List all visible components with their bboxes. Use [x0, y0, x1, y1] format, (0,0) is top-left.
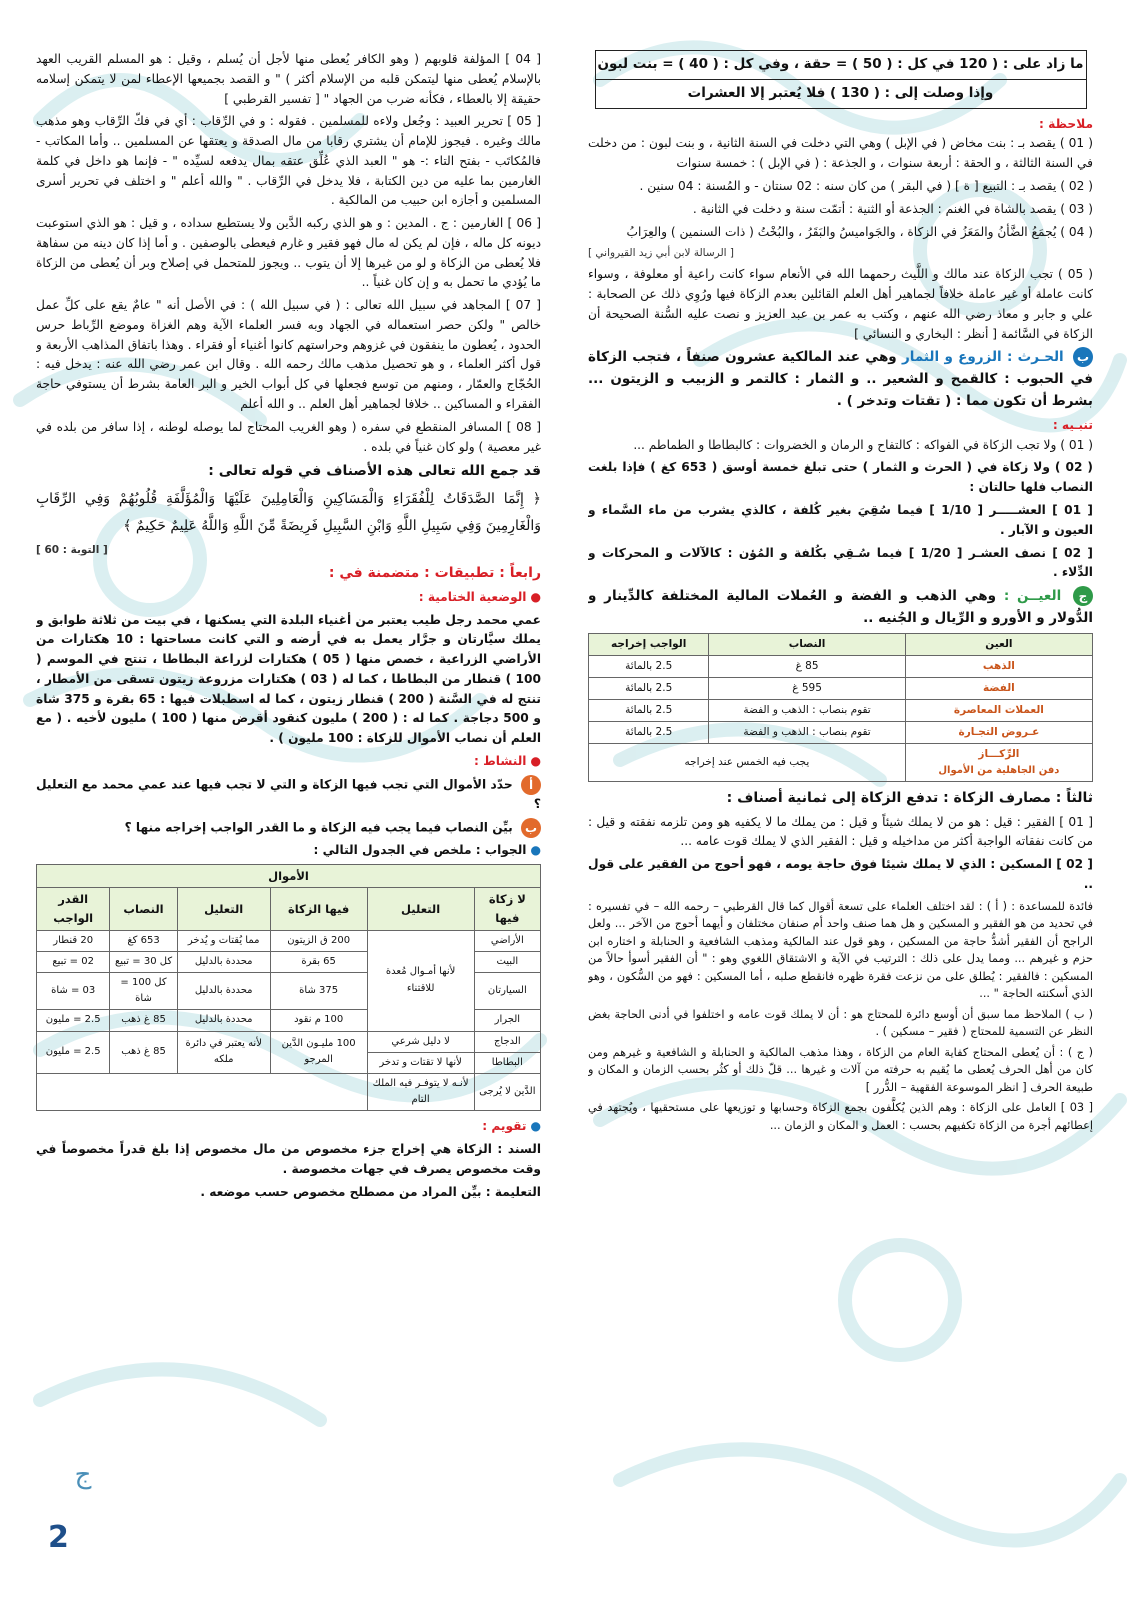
- masarif-title: ثالثاً : مصارف الزكاة : تدفع الزكاة إلى ثمانية أصناف :: [726, 789, 1093, 806]
- table-cell: محددة بالدليل: [177, 951, 270, 972]
- amwal-header-cell: النصاب: [110, 888, 177, 930]
- tanbih-2: ( 02 ) ولا زكاة في ( الحرث و الثمار ) حتى تبلغ خمسة أوسق ( 653 كغ ) فإذا بلغت النصاب فلها حالتان :: [588, 460, 1093, 495]
- table-cell: لا دليل شرعي: [367, 1031, 474, 1052]
- sabilillah: [ 07 ] المجاهد في سبيل الله تعالى : ( في سبيل الله ) : في الأصل أنه " عامٌ يقع على كلِّ عمل خالص " ولكن حصر استعماله في الجهاد وبه فسر العلماء الآية وهم الغزاة وموضع الرِّباط حرس الحدود ، يُعطون ما ينفقون في غزوهم وحراستهم كانوا أغنياء أو فقراء . وهذا باتفاق المذاهب الأربعة و قول أكثر العلماء ، و هو تحصيل مذهب مالك رحمه الله . وقال ابن عمر رضي الله عنه : يدخل فيه : الحُجّاج والعمّار ، ومنهم من توسع فجعلها في كل أبواب الخير و البر العامة بشرط أن يستوفي حاجة الفقراء و المساكين .. خلافا لجماهير أهل العلم .. و الله أعلم: [36, 298, 541, 412]
- harth-text: وهي عند المالكية عشرون صنفاً ، فتجب الزكاة في الحبوب : كالقمح و الشعير .. و الثمار : كالتمر و الزبيب و الزيتون ... بشرط أن تكون مما : ( تقتات وتدخر ) .: [588, 349, 1093, 410]
- ibnsabil: [ 08 ] المسافر المنقطع في سفره ( وهو الغريب المحتاج لما يوصله لوطنه ، إذا سافر من بلده في غير معصية ) ولو كان غنياً في بلده .: [36, 419, 541, 454]
- table-row: [589, 677, 1093, 699]
- table-cell: 2.5 بالمائة: [589, 677, 709, 699]
- table-cell: الفضة: [905, 677, 1092, 699]
- faida-b: ( ب ) الملاحظ مما سبق أن أوسع دائرة للمحتاج هو : أن لا يملك قوت عامه و اختلفوا في أدنى الحاجة بغض النظر عن التسمية للمحتاج ( فقير – مسكين ) .: [588, 1007, 1093, 1039]
- amwal-table: [36, 864, 541, 1112]
- bullet-icon: ●: [530, 589, 541, 604]
- amwal-header-cell: التعليل: [177, 888, 270, 930]
- ushr-2: [ 02 ] نصف العشـر [ 1/20 ] فيما سُـقِي بكُلفة و المُؤن : كالآلات و المحركات و الدِّلاء .: [588, 545, 1093, 580]
- table-cell: الدَّين لا يُرجى: [474, 1073, 540, 1110]
- table-cell: كل 100 = شاة: [110, 973, 177, 1010]
- section-b-badge: ب: [1073, 347, 1093, 367]
- table-cell-empty: [37, 1073, 368, 1110]
- table-cell: 200 ق الزيتون: [270, 930, 367, 951]
- table-cell: 02 = تبيع: [37, 951, 110, 972]
- table-cell: محددة بالدليل: [177, 973, 270, 1010]
- note-3: ( 03 ) يقصد بالشاة في الغنم : الجذعة أو الثنية : أتمّت سنة و دخلت في الثانية .: [692, 201, 1093, 216]
- note-4-source: [ الرسالة لابن أبي زيد القيرواني ]: [588, 247, 735, 260]
- ayn-table: [588, 633, 1093, 782]
- table-cell: 85 غ ذهب: [110, 1010, 177, 1031]
- table-row-rikaz: [589, 743, 1093, 781]
- table-cell: 100 مليـون الدَّين المرجو: [270, 1031, 367, 1073]
- ayn-header-cell: العين: [905, 633, 1092, 655]
- sanad: السند : الزكاة هي إخراج جزء مخصوص من مال مخصوص إذا بلغ قدراً مخصوصاً في وقت مخصوص يصرف في جهات مخصوصة .: [36, 1142, 541, 1176]
- table-row: [37, 930, 541, 951]
- note-title: ملاحظة :: [1039, 116, 1093, 131]
- table-cell: الجرار: [474, 1010, 540, 1031]
- ayn-title: العيــن :: [1003, 588, 1062, 605]
- table-cell: العملات المعاصرة: [905, 699, 1092, 721]
- table-cell: 2.5 بالمائة: [589, 721, 709, 743]
- table-cell: 375 شاة: [270, 973, 367, 1010]
- rikaz-label: الرِّكـــاز: [978, 747, 1020, 760]
- amwal-header-cell: فيها الزكاة: [270, 888, 367, 930]
- table-cell: البطاطا: [474, 1052, 540, 1073]
- taqwim-title: تقويم :: [482, 1119, 527, 1134]
- merged-reason: لأنها أمـوال مُعدة للاقتناء: [367, 930, 474, 1031]
- table-cell: 2.5 بالمائة: [589, 699, 709, 721]
- table-cell: لأنها لا تقتات و تدخر: [367, 1052, 474, 1073]
- table-cell: السيارتان: [474, 973, 540, 1010]
- ayn-header-cell: الواجب إخراجه: [589, 633, 709, 655]
- riqab: [ 05 ] تحرير العبيد : وجُعل ولاءه للمسلمين . فقوله : و في الرِّقاب : أي في فكّ الرِّقاب وهو مذهب مالك وغيره . فيجوز للإمام أن يشتري رقابا من مال الصدقة و يعتقها عن المسلمين .. وأما المكاتب - فالمُكاتَب - بفتح التاء :- هو " العبد الذي عُلِّق عتقه بمال يدفعه لسيِّده " - فإنما هو داخل في كلمة الغارمين بما عليه من دين الكتابة ، فلا يدخل في الرِّقاب . " والله أعلم " و اختلف في تحرير أسرى المسلمين و أجازه ابن حبيب من المالكية .: [36, 114, 541, 208]
- note-5: ( 05 ) تجب الزكاة عند مالك و اللَّيث رحمهما الله في الأنعام سواء كانت راعية أو معلوفة ، وسواء كانت عاملة أو غير عاملة خلافاً لجماهير أهل العلم القائلين بعدم الزكاة فيها ورُوِي ذلك عن الصحابة : علي و جابر و معاذ رضي الله عنهم ، وكتب به عمر بن عبد العزيز و نصت عليه السُّنة الصحيحة أن الزكاة في السَّائمة [ أنظر : البخاري و النسائي ]: [588, 267, 1093, 341]
- bullet-icon: ●: [530, 1119, 541, 1134]
- wadiya-title: الوضعية الختامية :: [418, 589, 527, 604]
- harth-title: الحـرث : الزروع و الثمار: [902, 349, 1064, 366]
- rikaz-sublabel: دفن الجاهلية من الأموال: [938, 764, 1060, 776]
- jawab: الجواب : ملخص في الجدول التالي :: [313, 843, 527, 858]
- ayn-table-header: [589, 633, 1093, 655]
- table-cell: 20 قنطار: [37, 930, 110, 951]
- nisab-line-2: وإذا وصلت إلى : ( 130 ) فلا يُعتبر إلا العشرات: [596, 79, 1086, 108]
- table-cell: 595 غ: [709, 677, 905, 699]
- question-1: حدّد الأموال التي تجب فيها الزكاة و التي لا تجب فيها عند عمي محمد مع التعليل ؟: [36, 777, 541, 811]
- table-cell: 2.5 = مليون: [37, 1031, 110, 1073]
- ayah-reference: [ التوبة : 60 ]: [36, 544, 108, 557]
- publisher-logo: ج: [74, 1460, 92, 1490]
- note-4: ( 04 ) يُجمَعُ الضَّأنُ والمَعَزُ في الزكاة ، والجَواميسُ والبَقَرُ ، والبُخْتُ ( ذات السنمين ) والعِرَابُ: [626, 224, 1093, 239]
- question-b-badge: ب: [521, 818, 541, 838]
- quran-ayah: ﴿ إِنَّمَا الصَّدَقَاتُ لِلْفُقَرَاءِ وَالْمَسَاكِينِ وَالْعَامِلِينَ عَلَيْهَا وَالْمُؤَلَّفَةِ قُلُوبُهُمْ وَفِي الرِّقَابِ وَالْغَارِمِينَ وَفِي سَبِيلِ اللَّهِ وَابْنِ السَّبِيلِ فَرِيضَةً مِّنَ اللَّهِ وَاللَّهُ عَلِيمٌ حَكِيمٌ ﴾: [36, 490, 541, 534]
- nisab-line-1: ما زاد على : ( 120 في كل : ( 50 ) = حقة ، وفي كل : ( 40 ) = بنت لبون: [597, 56, 1084, 72]
- ayah-intro: قد جمع الله تعالى هذه الأصناف في قوله تعالى :: [208, 463, 541, 480]
- tanbih-1: ( 01 ) ولا تجب الزكاة في الفواكه : كالتفاح و الرمان و الخضروات : كالبطاطا و الطماطم ...: [633, 437, 1093, 452]
- ushr-1: [ 01 ] العشـــــر [ 1/10 ] فيما سُقِيَ بغير كُلفة ، كالذي يشرب من ماء السَّماء و العيون و الآبار .: [588, 503, 1093, 537]
- table-row: [589, 655, 1093, 677]
- table-cell: كل 30 = تبيع: [110, 951, 177, 972]
- table-cell: البيت: [474, 951, 540, 972]
- table-row: [37, 1073, 541, 1110]
- faida: فائدة للمساعدة : ( أ ) : لقد اختلف العلماء على تسعة أقوال كما قال القرطبي – رحمه الله – في تفسيره : في تحديد من هو الفقير و المسكين و هل هما صنف واحد أم صنفان مختلفان و أيهما أحوج من الآخر ... ولعل الراجح أن الفقير أشدُّ حاجة من المسكين ، وهو قول عند المالكية ومذهب الشافعية و الحنابلة و اختاره ابن حزم و غيرهم ... ومما يدل على ذلك : الترتيب في الآية و الاشتقاق اللغوي وهو : " أن الفقير أسوأ حالاً من المسكين : فالفقير : يُطلق على من نزعت فقرة ظهره فانقطع صلبه ، أما المسكين : فهو من السُّكون ، وهو الذي أسكنته الحاجة " ...: [588, 899, 1093, 1001]
- table-row: [589, 721, 1093, 743]
- amwal-header-cell: التعليل: [367, 888, 474, 930]
- bullet-icon: ●: [530, 843, 541, 858]
- table-cell: 03 = شاة: [37, 973, 110, 1010]
- table-cell: لأنه يعتبر في دائرة ملكه: [177, 1031, 270, 1073]
- note-2: ( 02 ) يقصد بـ : التبيع [ ة ] ( في البقر ) من كان سنه : 02 سنتان - و المُسنة : 04 سنين .: [639, 179, 1093, 194]
- rikaz-value: يجب فيه الخمس عند إخراجه: [589, 743, 906, 781]
- table-cell: عـروض التجـارة: [905, 721, 1092, 743]
- table-cell: الأراضي: [474, 930, 540, 951]
- table-cell: محددة بالدليل: [177, 1010, 270, 1031]
- faida-j: ( ج ) : أن يُعطى المحتاج كفاية العام من الزكاة ، وهذا مذهب المالكية و الحنابلة و الشافعية و غيرهم ومن كان من أهل الحرف يُعطى ما يُقيم به حرفته من آلات و غيرها ... قلّ ذلك أو كثُر بحسب الزمان و المكان و طبيعة الحرف [ انظر الموسوعة الفقهية – الدُّرر ]: [588, 1045, 1093, 1094]
- section-j-badge: ج: [1073, 586, 1093, 606]
- muallafa: [ 04 ] المؤلفة قلوبهم ( وهو الكافر يُعطى منها لأجل أن يُسلم ، وقيل : هو المسلم القريب العهد بالإسلام يُعطى منها ليتمكن قلبه من الإسلام أكثر ) " و القصد بجميعها الإعطاء لمن لا يتمكن إسلامه حقيقة إلا بالعطاء ، فكأنه ضرب من الجهاد " [ تفسير القرطبي ]: [36, 52, 541, 106]
- table-cell: الدجاج: [474, 1031, 540, 1052]
- ayn-text: وهي الذهب و الفضة و العُملات المالية المختلفة كالدِّينار و الدُّولار و الأورو و الرِّيال و الجُنيه ..: [588, 588, 1093, 626]
- amwal-header-cell: لا زكاة فيها: [474, 888, 540, 930]
- ayn-header-cell: النصاب: [709, 633, 905, 655]
- tatbiqat-title: رابعاً : تطبيقات : متضمنة في :: [328, 565, 541, 582]
- table-cell: 100 م نقود: [270, 1010, 367, 1031]
- table-cell: تقوم بنصاب : الذهب و الفضة: [709, 721, 905, 743]
- amil: [ 03 ] العامل على الزكاة : وهم الذين يُكلَّفون بجمع الزكاة وحسابها و توزيعها على مستحقيها ، ويُجتهد في إعطائهم أجرة من الزكاة تكفيهم بحسب : العمل و المكان و الزمان ...: [588, 1101, 1093, 1132]
- table-row: [589, 699, 1093, 721]
- table-cell: 85 غ: [709, 655, 905, 677]
- tanbih-title: تنبـيه :: [1052, 417, 1093, 432]
- wadiya-text: عمي محمد رجل طيب يعتبر من أغنياء البلدة التي يسكنها ، في بيت من ثلاثة طوابق و يملك سيَّارتان و جرَّار يعمل به في أرضه و التي كانت مساحتها : 10 هكتارات من الأراضي الزراعية ، خصص منها ( 05 ) هكتارات لزراعة البطاطا ، تنتج في الموسم ( 100 ) قنطار من البطاطا ، كما له ( 03 ) هكتارات مزروعة زيتون تسقى من الأمطار ، تنتج له في السَّنة ( 200 ) قنطار زيتون ، كما له اسطبلات فيها : 65 بقرة و 375 شاة و 500 دجاجة . كما له : ( 200 ) مليون كنقود أقرض منها ( 100 ) مليون لأخيه . ( مع العلم أن نصاب الأموال للزكاة : 100 مليون ) .: [36, 612, 541, 746]
- rikaz-label-cell: [905, 743, 1092, 781]
- table-cell: تقوم بنصاب : الذهب و الفضة: [709, 699, 905, 721]
- page-number: 2: [48, 1520, 69, 1555]
- amwal-header-cell: القدر الواجب: [37, 888, 110, 930]
- table-cell: 2.5 = مليون: [37, 1010, 110, 1031]
- gharimin: [ 06 ] الغارمين : ج . المدين : و هو الذي ركبه الدَّين ولا يستطيع سداده ، و قيل : هو الذي استوعبت ديونه كل ماله ، فإن لم يكن له مال فهو فقير و غارم فيعطى بالوصفين . و أما إذا كان دينه من سفاهة فلا يُعطى من الزكاة و لو من غيرها إلا أن يتوب .. ويجوز للمتحمل في إصلاح وبر أن يُعطى من الزكاة ما يُؤدي ما تحمل به و إن كان غنياً ..: [36, 216, 541, 290]
- note-1: ( 01 ) يقصد بـ : بنت مخاض ( في الإبل ) وهي التي دخلت في السنة الثانية ، و بنت لبون : من دخلت في السنة الثالثة ، و الحقة : أربعة سنوات ، و الجذعة : ( في الإبل ) : خمسة سنوات: [588, 136, 1093, 171]
- talima: التعليمة : بيِّن المراد من مصطلح مخصوص حسب موضعه .: [200, 1184, 541, 1199]
- table-row: [37, 1031, 541, 1052]
- miskin: [ 02 ] المسكين : الذي لا يملك شيئا فوق حاجة يومه ، فهو أحوج من الفقير على قول ..: [588, 857, 1093, 891]
- table-cell: الذهب: [905, 655, 1092, 677]
- table-cell: 653 كغ: [110, 930, 177, 951]
- table-cell: 85 غ ذهب: [110, 1031, 177, 1073]
- question-a-badge: أ: [521, 775, 541, 795]
- left-column: [36, 50, 541, 1205]
- amwal-header: [37, 888, 541, 930]
- camel-nisab-box: [595, 50, 1087, 109]
- right-column: [588, 50, 1093, 1137]
- table-cell: لأنـه لا يتوفـر فيه الملك التام: [367, 1073, 474, 1110]
- table-cell: 2.5 بالمائة: [589, 655, 709, 677]
- nashat-title: النشاط :: [474, 753, 527, 768]
- question-2: بيِّن النصاب فيما يجب فيه الزكاة و ما القدر الواجب إخراجه منها ؟: [124, 820, 513, 835]
- bullet-icon: ●: [530, 753, 541, 768]
- faqir: [ 01 ] الفقير : قيل : هو من لا يملك شيئاً و قيل : من يملك ما لا يكفيه هو ومن تلزمه نفقته و قيل : من كانت نفقاته الواجبة أكثر من مداخيله و قيل : الفقير الذي لا يملك قوت عامه ...: [588, 814, 1093, 849]
- table-cell: 65 بقرة: [270, 951, 367, 972]
- table-cell: مما يُقتات و يُدخر: [177, 930, 270, 951]
- amwal-caption: الأموال: [37, 864, 541, 888]
